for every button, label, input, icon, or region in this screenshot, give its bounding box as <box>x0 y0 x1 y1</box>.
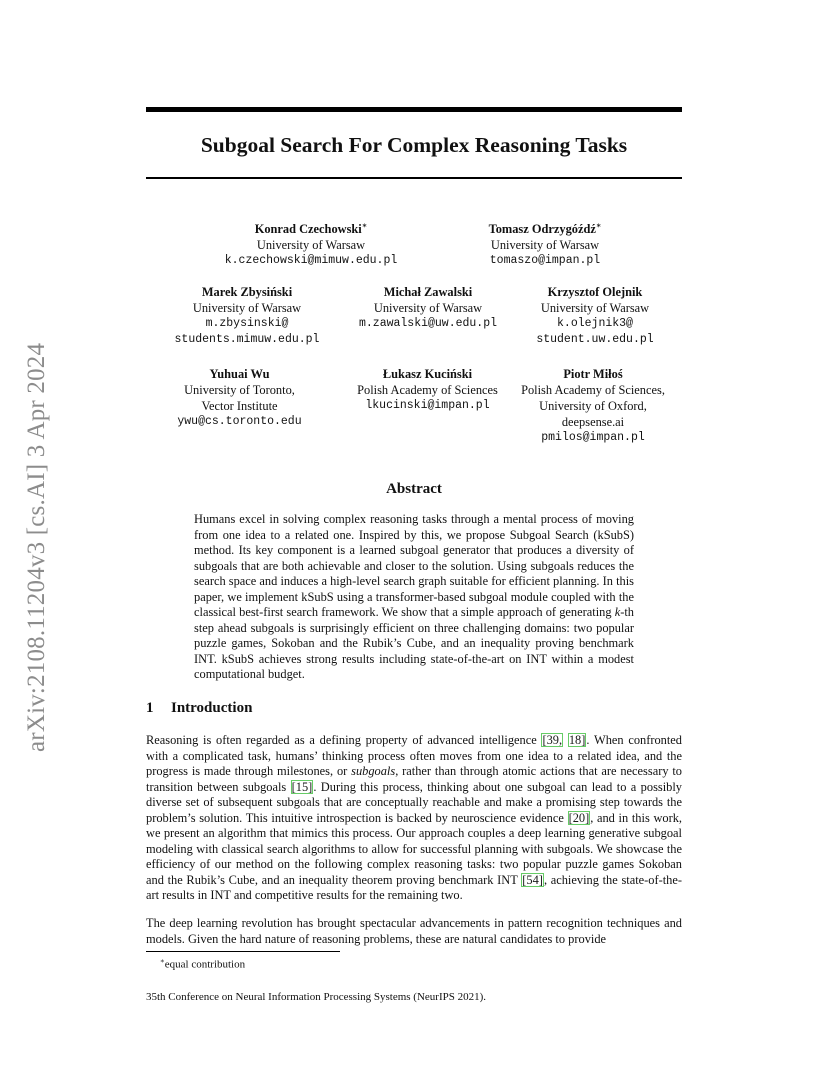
author-name: Yuhuai Wu <box>209 367 270 381</box>
citation-link[interactable]: 18] <box>568 733 586 747</box>
author-name: Krzysztof Olejnik <box>547 285 643 299</box>
section-heading <box>146 698 682 718</box>
author-affiliation: University of Toronto, <box>184 383 295 397</box>
author-email: m.zawalski@uw.edu.pl <box>358 317 498 330</box>
author-name: Konrad Czechowski∗ <box>254 221 368 237</box>
section-title: Introduction <box>171 700 253 716</box>
author-email: k.czechowski@mimuw.edu.pl <box>224 254 398 268</box>
abstract-heading: Abstract <box>386 481 442 497</box>
author-block <box>152 284 342 348</box>
author-affiliation: Polish Academy of Sciences <box>357 383 498 397</box>
intro-paragraph-1: Reasoning is often regarded as a defining property of advanced intelligence [39, 18]. When confronted with a complicated task, humans’ thinking process often moves from one idea to a related idea, and the progress is made through milestones, or subgoals, rather than through atomic actions that are necessary to transition between subgoals [15]. During this process, thinking about one subgoal can lead to a possibly diverse set of subsequent subgoals that are conceptually reachable and make a promising step towards the problem’s solution. This intuitive introspection is backed by neuroscience evidence [20], and in this work, we present an algorithm that mimics this process. Our approach couples a deep learning generative subgoal modeling with classical search algorithms to allow for successful planning with subgoals. We showcase the efficiency of our method on the following complex reasoning tasks: two popular puzzle games Sokoban and the Rubik’s Cube, and an inequality theorem proving benchmark INT [54], achieving the state-of-the-art results in INT and competitive results for the remaining two. <box>146 733 683 903</box>
author-block <box>515 284 675 348</box>
emphasis-subgoals: subgoals <box>351 764 396 779</box>
author-email: m.zbysinski@ <box>205 317 289 330</box>
citation-link[interactable]: [15] <box>291 779 313 794</box>
author-affiliation: University of Oxford, <box>539 399 647 413</box>
citation-link[interactable]: [54] <box>522 872 543 887</box>
author-name: Łukasz Kuciński <box>382 367 473 381</box>
author-affiliation: University of Warsaw <box>490 238 600 253</box>
footnote-rule <box>146 951 340 952</box>
author-block <box>335 366 520 414</box>
conference-note: 35th Conference on Neural Information Processing Systems (NeurIPS 2021). <box>146 991 487 1003</box>
section-number: 1 <box>146 700 154 716</box>
abstract-text: Humans excel in solving complex reasoning tasks through a mental process of moving from one idea to a related one. Inspired by this, we propose Subgoal Search (kSubS) method. Its key component is a learned subgoal generator that produces a diversity of subgoals that are both achievable and closer to the solution. Using subgoals reduces the search space and induces a high-level search graph suitable for efficient planning. In this paper, we implement kSubS using a transformer-based subgoal module coupled with the classical best-first search framework. We show that a simple approach of generating k-th step ahead subgoals is surprisingly efficient on three challenging domains: two popular puzzle games, Sokoban and the Rubik’s Cube, and an inequality proving benchmark INT. kSubS achieves strong results including state-of-the-art on INT within a modest computational budget. <box>194 512 634 682</box>
author-email: lkucinski@impan.pl <box>365 399 490 412</box>
author-name: Michał Zawalski <box>383 285 473 299</box>
author-email: pmilos@impan.pl <box>541 431 645 444</box>
author-email: tomaszo@impan.pl <box>489 254 601 268</box>
author-name: Marek Zbysiński <box>201 285 293 299</box>
author-name: Piotr Miłoś <box>563 367 623 381</box>
title-rule-top <box>146 107 682 112</box>
author-block <box>152 366 327 430</box>
k-variable: k <box>614 605 621 620</box>
author-email: students.mimuw.edu.pl <box>174 333 320 346</box>
author-affiliation: University of Warsaw <box>540 301 650 315</box>
author-affiliation: University of Warsaw <box>256 238 366 253</box>
author-affiliation: University of Warsaw <box>373 301 483 315</box>
author-affiliation: deepsense.ai <box>561 415 625 429</box>
author-email: k.olejnik3@ <box>557 317 633 330</box>
author-email: student.uw.edu.pl <box>536 333 654 346</box>
author-block <box>196 218 426 269</box>
author-block <box>508 366 678 446</box>
author-affiliation: Vector Institute <box>201 399 278 413</box>
footnote: ∗equal contribution <box>160 957 246 971</box>
citation-link[interactable]: [39, <box>542 733 563 747</box>
arxiv-sidebar-stamp: arXiv:2108.11204v3 [cs.AI] 3 Apr 2024 <box>23 342 50 752</box>
title-rule-bottom <box>146 177 682 179</box>
author-block <box>440 218 650 269</box>
author-affiliation: University of Warsaw <box>192 301 302 315</box>
paper-title: Subgoal Search For Complex Reasoning Tasks <box>200 133 628 157</box>
author-affiliation: Polish Academy of Sciences, <box>521 383 665 397</box>
intro-paragraph-2: The deep learning revolution has brought spectacular advancements in pattern recognition techniques and models. Given the hard nature of reasoning problems, these are natural candidates to provide <box>146 916 682 946</box>
citation-link[interactable]: [20] <box>568 810 590 825</box>
author-name: Tomasz Odrzygóźdź∗ <box>488 221 602 237</box>
author-block <box>338 284 518 332</box>
author-email: ywu@cs.toronto.edu <box>177 415 302 428</box>
